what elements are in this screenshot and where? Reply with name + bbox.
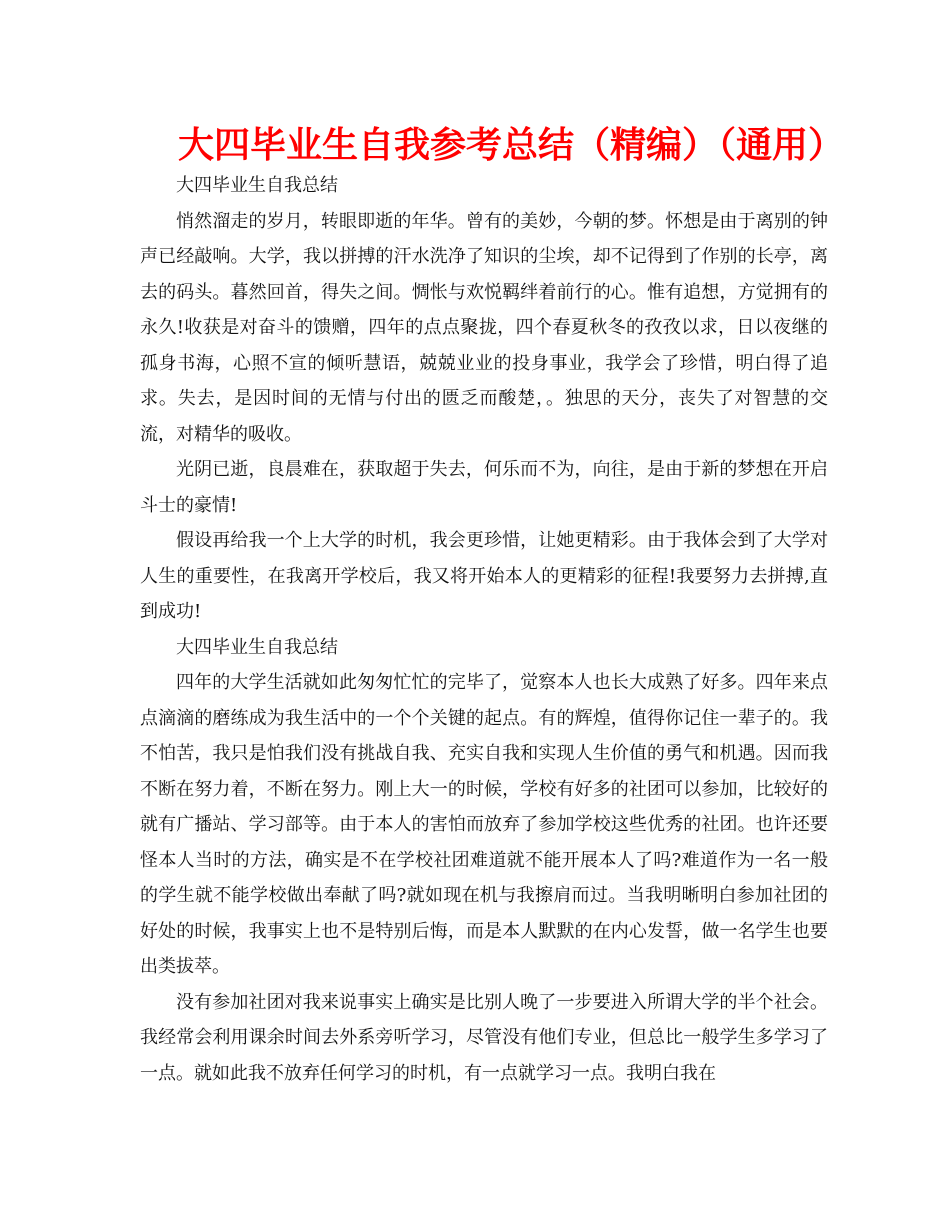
paragraph: 四年的大学生活就如此匆匆忙忙的完毕了，觉察本人也长大成熟了好多。四年来点点滴滴的磨练成为我生活中的一个个关键的起点。有的辉煌，值得你记住一辈子的。我不怕苦，我只是怕我们没有挑战自我、充实自我和实现人生价值的勇气和机遇。因而我不断在努力着，不断在努力。刚上大一的时候，学校有好多的社团可以参加，比较好的就有广播站、学习部等。由于本人的害怕而放弃了参加学校这些优秀的社团。也许还要怪本人当时的方法，确实是不在学校社团难道就不能开展本人了吗?难道作为一名一般的学生就不能学校做出奉献了吗?就如现在机与我擦肩而过。当我明晰明白参加社团的好处的时候，我事实上也不是特别后悔，而是本人默默的在内心发誓，做一名学生也要出类拔萃。 [140, 672, 828, 977]
section-heading: 大四毕业生自我总结 [176, 175, 338, 196]
paragraph: 光阴已逝，良晨难在，获取超于失去，何乐而不为，向往，是由于新的梦想在开启斗士的豪情! [140, 459, 828, 516]
document-body [140, 168, 828, 1091]
paragraph: 没有参加社团对我来说事实上确实是比别人晚了一步要进入所谓大学的半个社会。我经常会利用课余时间去外系旁听学习，尽管没有他们专业，但总比一般学生多学习了一点。就如此我不放弃任何学习的时机，有一点就学习一点。我明白我在 [140, 991, 828, 1084]
section-heading: 大四毕业生自我总结 [176, 636, 338, 658]
document-title: 大四毕业生自我参考总结（精编）（通用） [178, 125, 845, 166]
paragraph: 悄然溜走的岁月，转眼即逝的年华。曾有的美妙，今朝的梦。怀想是由于离别的钟声已经敲响。大学，我以拼搏的汗水洗净了知识的尘埃，却不记得到了作别的长亭，离去的码头。暮然回首，得失之间。惆怅与欢悦羁绊着前行的心。惟有追想，方觉拥有的永久!收获是对奋斗的馈赠，四年的点点聚拢，四个春夏秋冬的孜孜以求，日以夜继的孤身书海，心照不宣的倾听慧语，兢兢业业的投身事业，我学会了珍惜，明白得了追求。失去，是因时间的无情与付出的匮乏而酸楚，。独思的天分，丧失了对智慧的交流，对精华的吸收。 [140, 210, 828, 445]
paragraph: 假设再给我一个上大学的时机，我会更珍惜，让她更精彩。由于我体会到了大学对人生的重要性，在我离开学校后，我又将开始本人的更精彩的征程!我要努力去拼搏,直到成功! [140, 530, 828, 622]
